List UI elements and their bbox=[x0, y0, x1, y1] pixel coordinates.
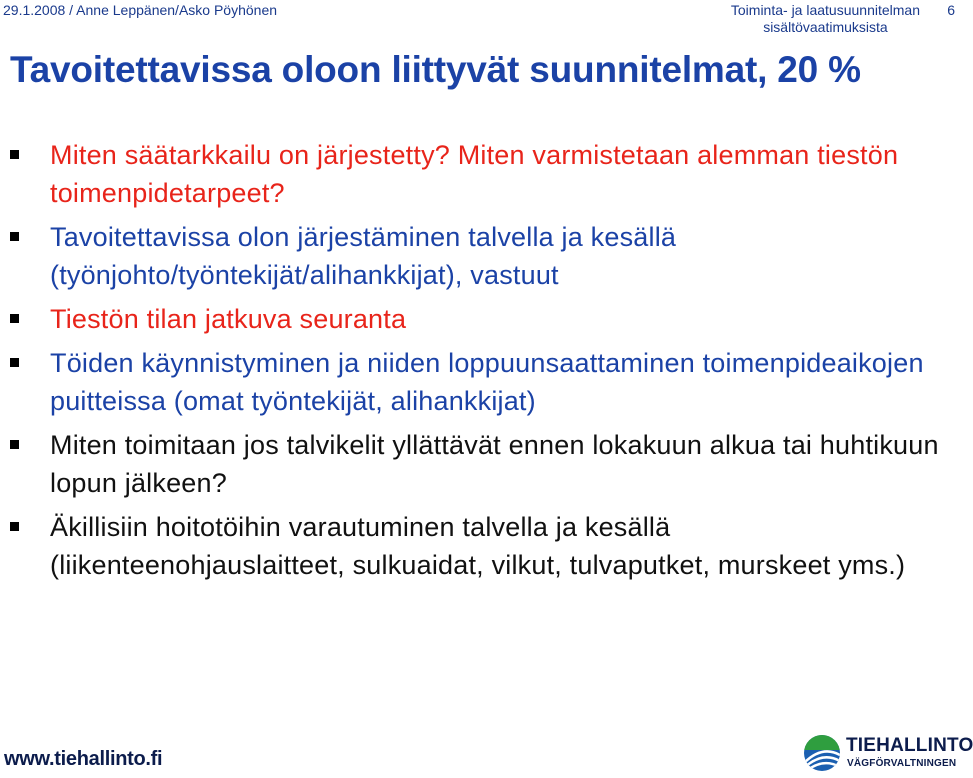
bullet-item bbox=[0, 426, 950, 502]
square-bullet-icon bbox=[10, 358, 19, 367]
logo-name: TIEHALLINTO bbox=[846, 735, 973, 756]
bullet-text: Miten säätarkkailu on järjestetty? Miten varmistetaan alemman tiestön toimenpidetarpeet? bbox=[50, 140, 899, 208]
page-number: 6 bbox=[947, 2, 955, 18]
bullet-item bbox=[0, 508, 950, 584]
bullet-text: Töiden käynnistyminen ja niiden loppuunsaattaminen toimenpideaikojen puitteissa (omat työntekijät, alihankkijat) bbox=[50, 348, 924, 416]
tiehallinto-logo bbox=[802, 733, 973, 778]
tiehallinto-globe-logo-icon bbox=[802, 733, 842, 773]
bullet-text: Tiestön tilan jatkuva seuranta bbox=[50, 304, 407, 334]
header-document-title bbox=[731, 2, 920, 36]
bullet-text: Äkillisiin hoitotöihin varautuminen talvella ja kesällä (liikenteenohjauslaitteet, sulkuaidat, vilkut, tulvaputket, murskeet yms.) bbox=[50, 512, 906, 580]
header-doc-title-line1: Toiminta- ja laatusuunnitelman bbox=[730, 2, 920, 18]
slide-title: Tavoitettavissa oloon liittyvät suunnitelmat, 20 % bbox=[10, 49, 861, 90]
bullet-item bbox=[0, 218, 950, 294]
bullet-item bbox=[0, 300, 950, 338]
square-bullet-icon bbox=[10, 314, 19, 323]
footer-website-link[interactable]: www.tiehallinto.fi bbox=[4, 748, 163, 770]
bullet-item bbox=[0, 344, 950, 420]
bullet-list bbox=[0, 136, 950, 590]
square-bullet-icon bbox=[10, 522, 19, 531]
header-date-authors: 29.1.2008 / Anne Leppänen/Asko Pöyhönen bbox=[3, 2, 278, 18]
square-bullet-icon bbox=[10, 150, 19, 159]
header-doc-title-line2: sisältövaatimuksista bbox=[763, 19, 888, 35]
bullet-text: Miten toimitaan jos talvikelit yllättävät ennen lokakuun alkua tai huhtikuun lopun jälkeen? bbox=[50, 430, 939, 498]
bullet-text: Tavoitettavissa olon järjestäminen talvella ja kesällä (työnjohto/työntekijät/alihankkijat), vastuut bbox=[50, 222, 677, 290]
logo-subtitle: VÄGFÖRVALTNINGEN bbox=[847, 758, 957, 769]
square-bullet-icon bbox=[10, 232, 19, 241]
square-bullet-icon bbox=[10, 440, 19, 449]
bullet-item bbox=[0, 136, 950, 212]
